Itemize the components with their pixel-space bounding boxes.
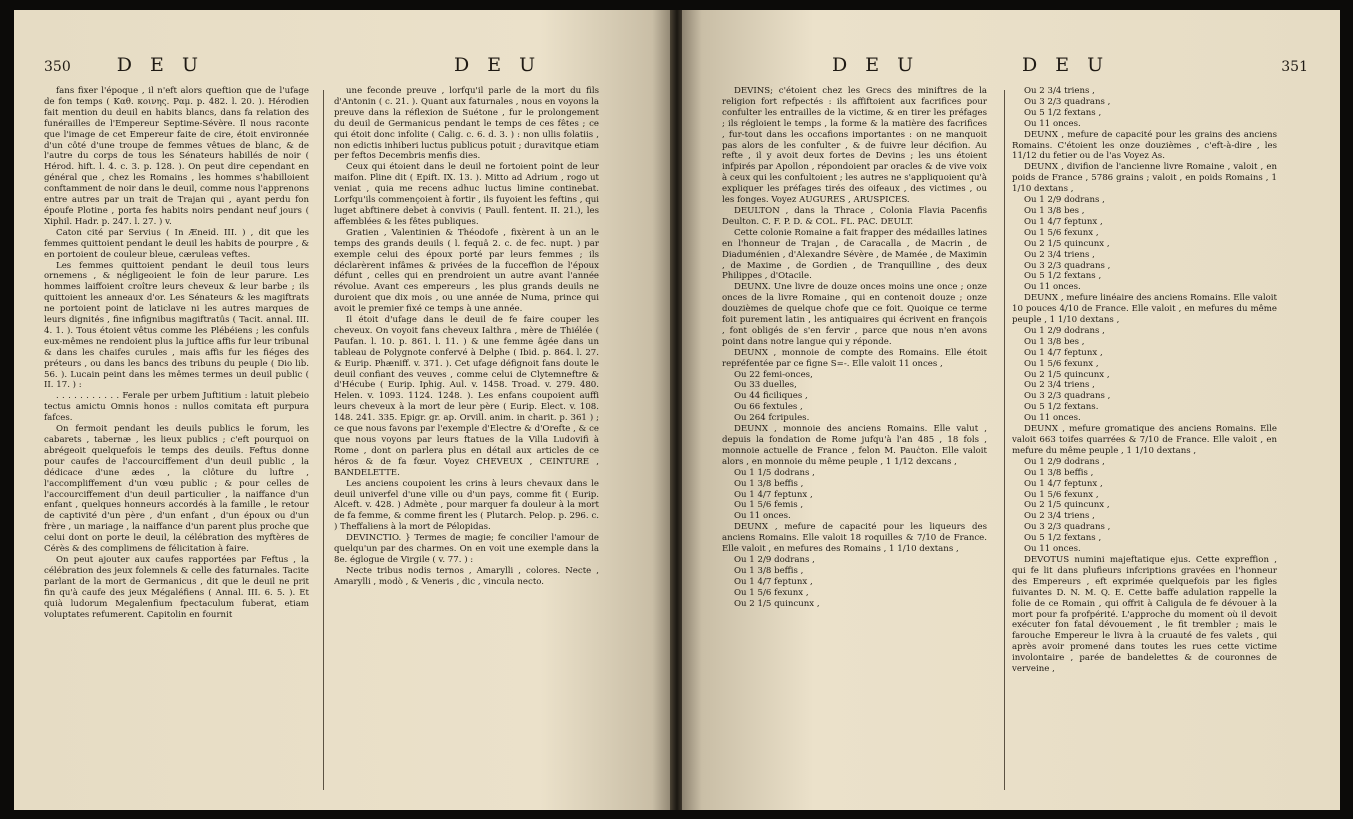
paragraph: DEUNX , mefure de capacité pour les liqueurs des anciens Romains. Elle valoit 18 roquilles & 7/10 de France. Elle valoit , en mefures des Romains , 1 1/10 dextans , (722, 522, 987, 555)
paragraph: DEUNX , mefure gromatique des anciens Romains. Elle valoit 663 toifes quarrées & 7/10 de France. Elle valoit , en mefure du même peuple , 1 1/10 dextans , (1012, 424, 1277, 456)
paragraph: DEUNX , divifion de l'ancienne livre Romaine , valoit , en poids de France , 5786 grains ; valoit , en poids Romains , 1 1/10 dextans , (1012, 162, 1277, 195)
paragraph: DEUNX. Une livre de douze onces moins une once ; onze onces de la livre Romaine , qui en contenoit douze ; onze douzièmes de quelque chofe que ce foit. Quoique ce terme foit purement latin , les antiquaires qui écrivent en françois , font obligés de s'en fervir , parce que nous n'en avons point dans notre langue qui y réponde. (722, 282, 987, 347)
running-head: D E U (1022, 54, 1110, 76)
paragraph: Gratien , Valentinien & Théodofe , fixèrent à un an le temps des grands deuils ( l. fequâ 2. c. de fec. nupt. ) par exemple celui des époux porté par leurs femmes ; ils déclarèrent infâmes & privées de la fucceffion de l'époux défunt , celles qui en prendroient un autre avant l'année révolue. Avant ces empereurs , les plus grands deuils ne duroient que dix mois , ou une année de Numa, prince qui avoit le premier fixé ce temps à une année. (334, 227, 599, 315)
left-page (14, 10, 672, 810)
paragraph: Necte tribus nodis ternos , Amarylli , colores. Necte , Amarylli , modò , & Veneris , dic , vincula necto. (334, 565, 599, 587)
paragraph: Ou 11 onces. (1024, 118, 1081, 129)
paragraph: Ou 66 fextules , (734, 402, 803, 413)
paragraph: Ou 1 5/6 fexunx , (1024, 358, 1099, 369)
paragraph: DEVOTUS numini majeftatique ejus. Cette expreffion , qui fe lit dans plufieurs infcriptions gravées en l'honneur des Empereurs , eft exprimée quelquefois par les figles fuivantes D. N. M. Q. E. Cette baffe adulation rappelle la folie de ce Romain , qui offrit à Caligula de fe dévouer à la mort pour fa profpérité. L'approche du moment où il devoit exécuter fon fatal dévouement , le fit trembler ; mais le farouche Empereur le livra à la cruauté de fes valets , qui après avoir promené dans toutes les rues cette victime involontaire , parée de bandelettes & de couronnes de verveine , (1012, 554, 1277, 675)
paragraph: une feconde preuve , lorfqu'il parle de la mort du fils d'Antonin ( c. 21. ). Quant aux faturnales , nous en voyons la preuve dans la réflexion de Suétone , fur le prolongement du deuil de Germanicus pendant le temps de ces fêtes ; ce qui étoit donc infolite ( Calig. c. 6. d. 3. ) : non ullis folatiis , non edictis inhiberi luctus publicus potuit ; duravitque etiam per feftos Decembris menfis dies. (334, 86, 599, 162)
paragraph: Ou 5 1/2 fextans , (1024, 271, 1102, 282)
running-head: D E U (454, 54, 542, 76)
paragraph: Ceux qui étoient dans le deuil ne fortoient point de leur maifon. Pline dit ( Epift. IX. 13. ). Mitto ad Adrium , rogo ut veniat , quia me recens adhuc luctus limine continebat. Lorfqu'ils commençoient à fortir , ils fuyoient les feftins , qui luget abftinere debet à convivis ( Paull. fentent. II. 21.), les affemblées & les fêtes publiques. (334, 162, 599, 227)
paragraph: Ou 1 2/9 dodrans , (1024, 325, 1105, 336)
paragraph: Ou 1 2/9 dodrans , (734, 554, 815, 565)
paragraph: Ou 2 3/4 triens , (1024, 511, 1095, 522)
paragraph: Les femmes quittoient pendant le deuil tous leurs ornemens , & négligeoient le foin de leur parure. Les hommes laiffoient croître leurs cheveux & leur barbe ; ils quittoient les anneaux d'or. Les Sénateurs & les magiftrats ne portoient point de laticlave ni les autres marques de leurs dignités , fine infignibus magiftratûs ( Tacit. annal. III. 4. 1. ). Tous étoient vêtus comme les Plébéiens ; les confuls eux-mêmes ne rendoient plus la juftice affis fur leur tribunal & dans les chaifes curules , mais affis fur les fiéges des préteurs , ou dans les bancs des tribuns du peuple ( Dio lib. 56. ). Lucain peint dans les mêmes termes un deuil public ( II. 17. ) : (44, 260, 309, 391)
paragraph: Il étoit d'ufage dans le deuil de fe faire couper les cheveux. On voyoit fans cheveux Ialthra , mère de Thiélée ( Paufan. l. 10. p. 861. l. 11. ) & une femme âgée dans un tableau de Polygnote confervé à Delphe ( Ibid. p. 864. l. 27. & Eurip. Phæniff. v. 371. ). Cet ufage défignoit fans doute le deuil confiant des veuves , comme celui de Clytemneftre & d'Hécube ( Eurip. Iphig. Aul. v. 1458. Troad. v. 279. 480. Helen. v. 1093. 1124. 1248. ). Les enfans coupoient auffi leurs cheveux à la mort de leur père ( Eurip. Elect. v. 108. 148. 241. 335. Epigr. gr. ap. Orvill. anim. in charit. p. 361 ) ; ce que nous favons par l'exemple d'Electre & d'Orefte , & ce que nous voyons par leurs ftatues de la Villa Ludovifi à Rome , dont on parlera plus en détail aux articles de ce héros & de fa fœur. Voyez CHEVEUX , CEINTURE , BANDELETTE. (334, 315, 599, 478)
paragraph: . . . . . . . . . . . Ferale per urbem Juftitium : latuit plebeio tectus amictu Omnis honos : nullos comitata eft purpura fafces. (44, 391, 309, 424)
paragraph: Ou 1 4/7 feptunx , (1024, 478, 1103, 489)
paragraph: Ou 1 5/6 fexunx , (1024, 489, 1099, 500)
text-column (1012, 86, 1277, 801)
paragraph: Ou 11 onces. (1024, 282, 1081, 293)
paragraph: Ou 2 3/4 triens , (1024, 249, 1095, 260)
paragraph: Ou 22 femi-onces, (734, 369, 813, 380)
page-number: 351 (1281, 59, 1308, 75)
paragraph: DEUNX , mefure linéaire des anciens Romains. Elle valoit 10 pouces 4/10 de France. Elle valoit , en mefures du même peuple , 1 1/10 dextans , (1012, 293, 1277, 326)
column-rule (1004, 90, 1005, 790)
paragraph: fans fixer l'époque , il n'eft alors queftion que de l'ufage de fon temps ( Καθ. κοινης. Ραμ. p. 482. l. 20. ). Hérodien fait mention du deuil en habits blancs, dans fa relation des funérailles de l'Empereur Septime-Sévère. Il nous raconte que l'image de cet Empereur faite de cire, étoit environnée d'un côté d'une troupe de femmes vêtues de blanc, & de l'autre du corps de tous les Sénateurs habillés de noir ( Hérod. hift. l. 4. c. 3. p. 128. ). On peut dire cependant en général que , chez les Romains , les hommes s'habilloient conftamment de noir dans le deuil, comme nous l'apprenons entre autres par un trait de Trajan qui , ayant perdu fon époufe Plotine , porta fes habits noirs pendant neuf jours ( Xiphil. Hadr. p. 247. l. 27. ) v. (44, 86, 309, 227)
paragraph: Ou 1 3/8 bes , (1024, 336, 1085, 347)
paragraph: Cette colonie Romaine a fait frapper des médailles latines en l'honneur de Trajan , de Caracalla , de Macrin , de Diaduménien , d'Alexandre Sévère , de Mamée , de Maximin , de Maxime , de Gordien , de Tranquilline , des deux Philippes , d'Otacile. (722, 227, 987, 282)
paragraph: DEUNX , monnoie des anciens Romains. Elle valut , depuis la fondation de Rome jufqu'à l'an 485 , 18 fols , monnoie actuelle de France , felon M. Pauċton. Elle valoit alors , en monnoie du même peuple , 1 1/12 dexcans , (722, 424, 987, 467)
text-column (44, 86, 309, 801)
paragraph: Ou 1 2/9 dodrans , (1024, 456, 1105, 467)
paragraph: Ou 1 3/8 beffis , (734, 478, 804, 489)
paragraph: DEVINCTIO. } Termes de magie; fe concilier l'amour de quelqu'un par des charmes. On en voit une exemple dans la 8e. églogue de Virgile ( v. 77. ) : (334, 533, 599, 565)
book-spread (14, 10, 1340, 810)
text-column (722, 86, 987, 801)
paragraph: DEUNX , mefure de capacité pour les grains des anciens Romains. C'étoient les onze douzièmes , c'eft-à-dire , les 11/12 du fetier ou de l'as Voyez As. (1012, 129, 1277, 162)
column-rule (323, 90, 324, 790)
paragraph: Ou 2 3/4 triens , (1024, 380, 1095, 391)
text-column (334, 86, 599, 801)
paragraph: Caton cité par Servius ( In Æneid. III. ) , dit que les femmes quittoient pendant le deuil les habits de pourpre , & en portoient de couleur bleue, cæruleas veftes. (44, 227, 309, 260)
paragraph: Ou 3 2/3 quadrans , (1024, 260, 1111, 271)
paragraph: DEVINS; c'étoient chez les Grecs des miniftres de la religion fort refpectés : ils affiftoient aux facrifices pour confulter les entrailles de la victime, & en tirer les préfages ; ils régloient le temps , la forme & la matière des facrifices , fur-tout dans les occafions importantes : on ne manquoit pas alors de les confulter , & de fuivre leur décifion. Au refte , il y avoit deux fortes de Devins ; les uns étoient infpirés par Apollon , répondoient par oracles & de vive voix à ceux qui les confultoient ; les autres ne s'appliquoient qu'à expliquer les préfages tirés des oifeaux , des victimes , ou les fonges. Voyez AUGURES , ARUSPICES. (722, 86, 987, 206)
paragraph: Ou 264 fcripules. (734, 413, 810, 424)
right-page (682, 10, 1340, 810)
paragraph: Ou 11 onces. (734, 511, 791, 522)
paragraph: Ou 3 2/3 quadrans , (1024, 522, 1111, 533)
paragraph: Ou 1 5/6 fexunx , (734, 587, 809, 598)
paragraph: DEULTON , dans la Thrace , Colonia Flavia Pacenfis Deulton. C. F. P. D. & COL. FL. PAC. DEULT. (722, 205, 987, 227)
right-page-header (1022, 54, 1308, 80)
paragraph: Les anciens coupoient les crins à leurs chevaux dans le deuil univerfel d'une ville ou d'un pays, comme fit ( Eurip. Alceft. v. 428. ) Admète , pour marquer fa douleur à la mort de fa femme, & comme firent les ( Plutarch. Pelop. p. 296. c. ) Theffaliens à la mort de Pélopidas. (334, 478, 599, 533)
paragraph: Ou 5 1/2 fextans , (1024, 107, 1102, 118)
paragraph: Ou 3 2/3 quadrans , (1024, 391, 1111, 402)
paragraph: Ou 2 3/4 triens , (1024, 86, 1095, 96)
paragraph: Ou 1 4/7 feptunx , (734, 489, 813, 500)
left-page-header (44, 54, 204, 80)
paragraph: Ou 2 1/5 quincunx , (734, 598, 820, 609)
paragraph: Ou 11 onces. (1024, 413, 1081, 424)
paragraph: DEUNX , monnoie de compte des Romains. Elle étoit repréfentée par ce figne S=-. Elle valoit 11 onces , (722, 347, 987, 369)
paragraph: On fermoit pendant les deuils publics le forum, les cabarets , tabernæ , les lieux publics ; c'eft pourquoi on abrégeoit quelquefois le temps des deuils. Feftus donne pour caufes de l'accourciffement d'un deuil public , la dédicace d'une ædes , la clôture du luftre , l'accompliffement d'un vœu public ; & pour celles de l'accourciffement d'un deuil particulier , la naiffance d'un enfant , quelques honneurs accordés à la famille , le retour de captivité d'un père , d'un enfant , d'un époux ou d'un frère , un mariage , la naiffance d'un parent plus proche que celui dont on porte le deuil, la célébration des myftères de Cérès & des complimens de félicitation à faire. (44, 424, 309, 555)
paragraph: Ou 5 1/2 fextans. (1024, 402, 1099, 413)
paragraph: Ou 1 5/6 femis , (734, 500, 804, 511)
paragraph: Ou 33 duelles, (734, 380, 797, 391)
paragraph: Ou 44 ficiliques , (734, 391, 808, 402)
running-head: D E U (116, 54, 204, 76)
paragraph: Ou 1 1/5 dodrans , (734, 467, 815, 478)
paragraph: Ou 11 onces. (1024, 544, 1081, 555)
paragraph: Ou 5 1/2 fextans , (1024, 533, 1102, 544)
paragraph: Ou 1 3/8 beffis , (734, 565, 804, 576)
running-head: D E U (832, 54, 920, 76)
paragraph: Ou 2 1/5 quincunx , (1024, 369, 1110, 380)
paragraph: Ou 1 2/9 dodrans , (1024, 195, 1105, 206)
paragraph: Ou 2 1/5 quincunx , (1024, 500, 1110, 511)
paragraph: Ou 1 4/7 feptunx , (1024, 216, 1103, 227)
page-number: 350 (44, 59, 71, 75)
paragraph: Ou 1 4/7 feptunx , (1024, 347, 1103, 358)
paragraph: On peut ajouter aux caufes rapportées par Feftus , la célébration des jeux folemnels & celle des faturnales. Tacite parlant de la mort de Germanicus , dit que le deuil ne prit fin qu'à caufe des jeux Mégaléfiens ( Annal. III. 6. 5. ). Et quià ludorum Megalenfium fpectaculum fuberat, etiam voluptates refumerent. Capitolin en fournit (44, 554, 309, 620)
paragraph: Ou 2 1/5 quincunx , (1024, 238, 1110, 249)
paragraph: Ou 1 5/6 fexunx , (1024, 227, 1099, 238)
paragraph: Ou 1 3/8 bes , (1024, 205, 1085, 216)
paragraph: Ou 3 2/3 quadrans , (1024, 96, 1111, 107)
paragraph: Ou 1 4/7 feptunx , (734, 576, 813, 587)
paragraph: Ou 1 3/8 beffis , (1024, 467, 1094, 478)
